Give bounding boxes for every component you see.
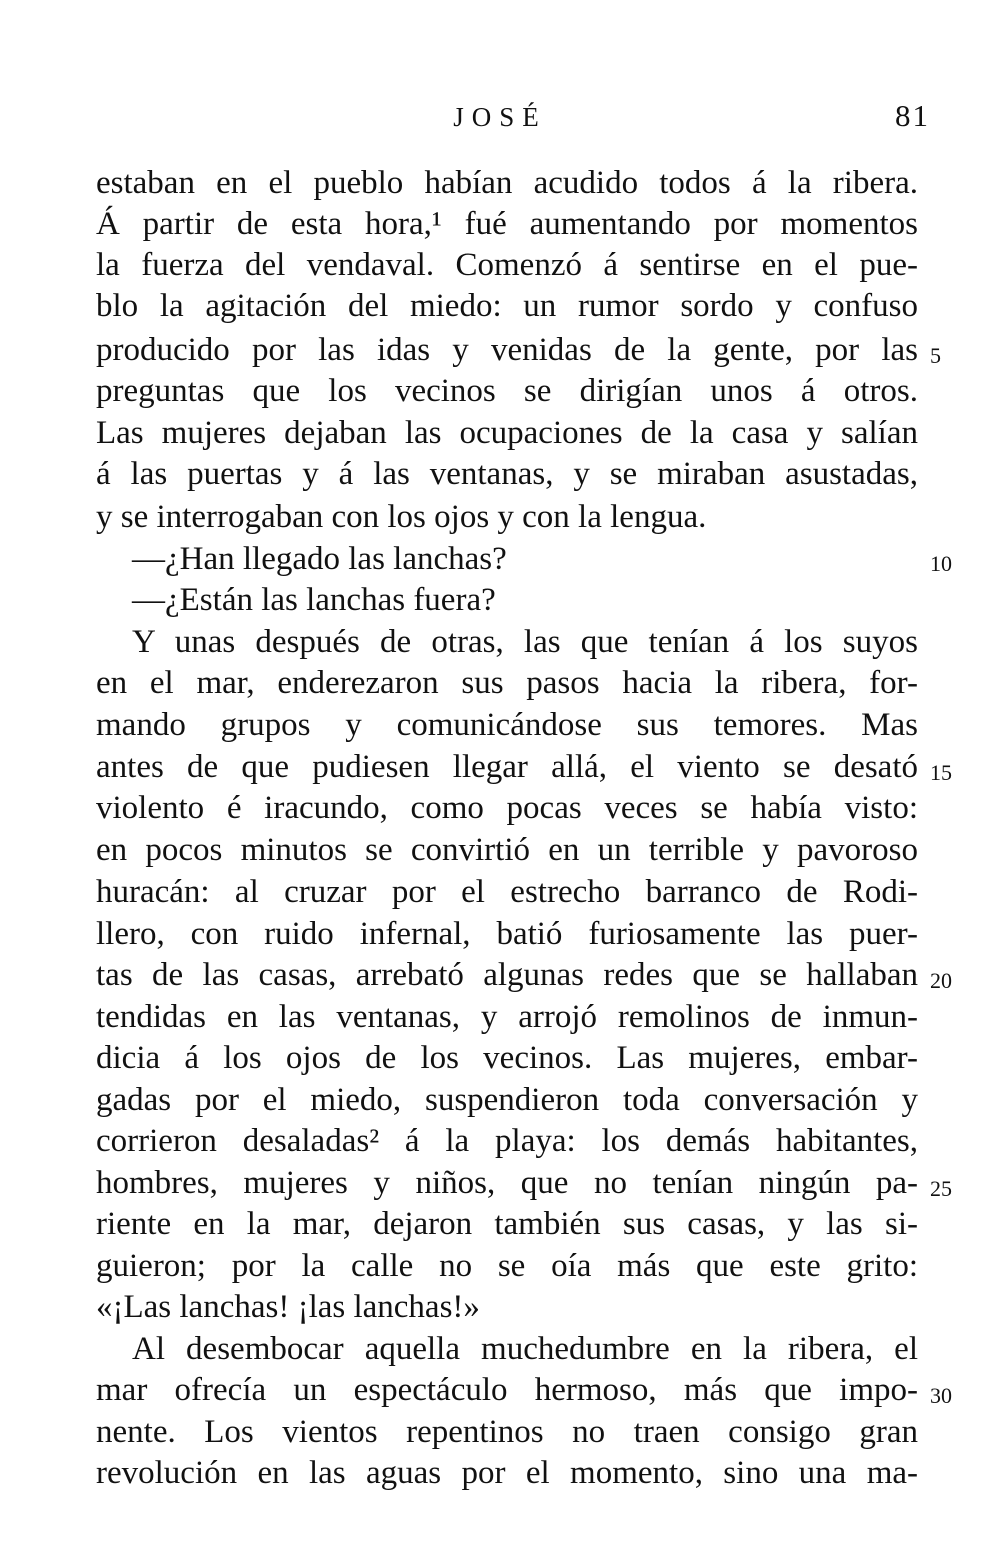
line-number: 30 bbox=[930, 1383, 952, 1408]
text-line: Al desembocar aquella muchedumbre en la ribera, el bbox=[132, 1331, 918, 1367]
text-line: «¡Las lanchas! ¡las lanchas!» bbox=[96, 1289, 480, 1325]
text-line: huracán: al cruzar por el estrecho barranco de Rodi- bbox=[96, 874, 918, 910]
text-line: á las puertas y á las ventanas, y se miraban asustadas, bbox=[96, 456, 918, 492]
text-line: llero, con ruido infernal, batió furiosamente las puer- bbox=[96, 916, 918, 952]
text-line: corrieron desaladas² á la playa: los demás habitantes, bbox=[96, 1123, 918, 1159]
text-line: —¿Han llegado las lanchas? bbox=[132, 541, 507, 577]
running-head-title: JOSÉ bbox=[453, 102, 547, 132]
line-number: 10 bbox=[930, 551, 952, 576]
line-number: 5 bbox=[930, 343, 941, 368]
text-line: revolución en las aguas por el momento, sino una ma- bbox=[96, 1455, 918, 1491]
text-line: hombres, mujeres y niños, que no tenían ningún pa- bbox=[96, 1165, 918, 1201]
text-line: la fuerza del vendaval. Comenzó á sentirse en el pue- bbox=[96, 247, 918, 283]
text-line: dicia á los ojos de los vecinos. Las mujeres, embar- bbox=[96, 1040, 918, 1076]
text-line: mando grupos y comunicándose sus temores. Mas bbox=[96, 707, 918, 743]
text-line: en el mar, enderezaron sus pasos hacia la ribera, for- bbox=[96, 665, 918, 701]
page-number: 81 bbox=[895, 98, 930, 133]
text-line: —¿Están las lanchas fuera? bbox=[132, 582, 496, 618]
text-line: Á partir de esta hora,¹ fué aumentando por momentos bbox=[96, 206, 918, 242]
text-line: en pocos minutos se convirtió en un terrible y pavoroso bbox=[96, 832, 918, 868]
text-line: tas de las casas, arrebató algunas redes que se hallaban bbox=[96, 957, 918, 993]
line-number: 25 bbox=[930, 1176, 952, 1201]
text-line: Y unas después de otras, las que tenían á los suyos bbox=[132, 624, 918, 660]
text-line: producido por las idas y venidas de la gente, por las bbox=[96, 332, 918, 368]
text-line: estaban en el pueblo habían acudido todos á la ribera. bbox=[96, 165, 918, 201]
text-line: mar ofrecía un espectáculo hermoso, más que impo- bbox=[96, 1372, 918, 1408]
text-line: riente en la mar, dejaron también sus casas, y las si- bbox=[96, 1206, 918, 1242]
text-line: blo la agitación del miedo: un rumor sordo y confuso bbox=[96, 288, 918, 324]
text-line: nente. Los vientos repentinos no traen consigo gran bbox=[96, 1414, 918, 1450]
text-line: antes de que pudiesen llegar allá, el viento se desató bbox=[96, 749, 918, 785]
line-number: 15 bbox=[930, 760, 952, 785]
text-line: Las mujeres dejaban las ocupaciones de la casa y salían bbox=[96, 415, 918, 451]
text-line: preguntas que los vecinos se dirigían unos á otros. bbox=[96, 373, 918, 409]
text-line: tendidas en las ventanas, y arrojó remolinos de inmun- bbox=[96, 999, 918, 1035]
line-number: 20 bbox=[930, 968, 952, 993]
text-line: y se interrogaban con los ojos y con la lengua. bbox=[96, 499, 707, 535]
text-line: guieron; por la calle no se oía más que este grito: bbox=[96, 1248, 918, 1284]
text-line: gadas por el miedo, suspendieron toda conversación y bbox=[96, 1082, 918, 1118]
text-line: violento é iracundo, como pocas veces se había visto: bbox=[96, 790, 918, 826]
